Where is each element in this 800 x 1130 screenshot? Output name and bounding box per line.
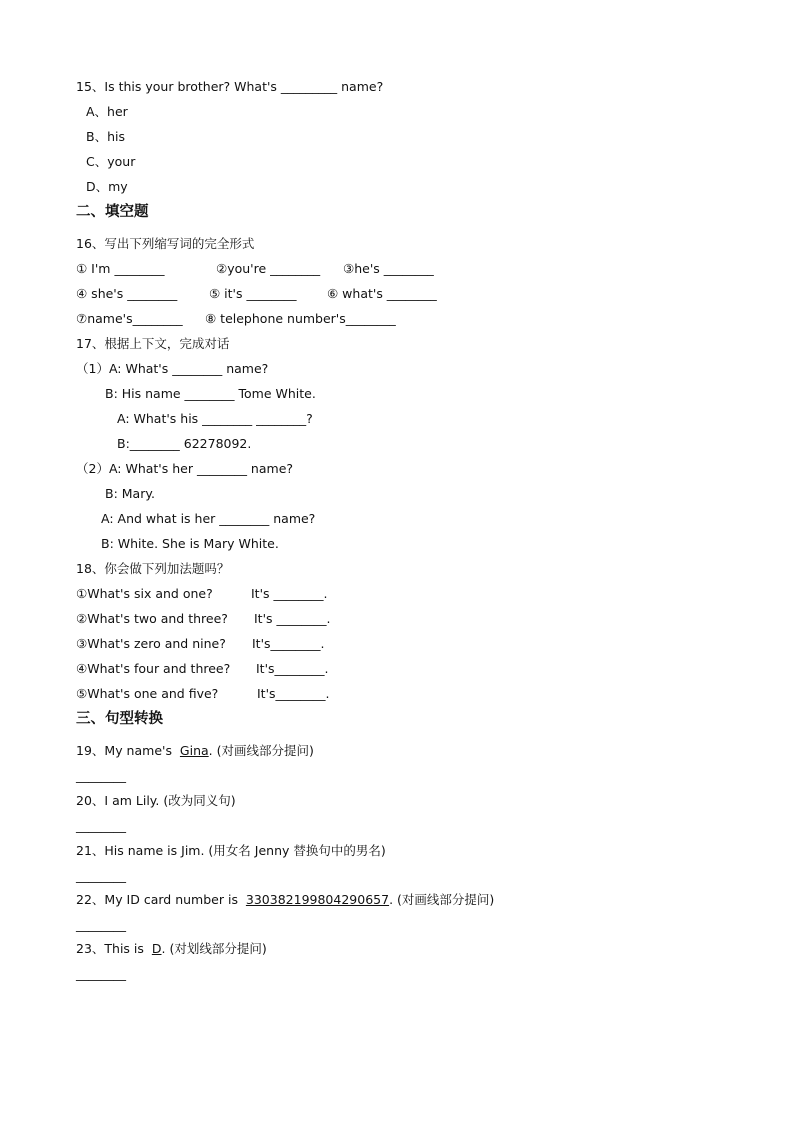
q23-instruction: . (对划线部分提问) [161,941,267,956]
q19-instruction: . (对画线部分提问) [208,743,314,758]
q18-item-answer: It's ________. [254,611,331,626]
section2-title: 二、填空题 [76,204,149,220]
q16-stem: 16、写出下列缩写词的完全形式 [76,236,255,251]
q18-stem: 18、你会做下列加法题吗？ [76,561,230,576]
q16-item-2: ②you're ________ [216,261,321,276]
q19-underlined: Gina [179,743,209,758]
q15-option-b: B、his [86,129,125,144]
q18-item-answer: It's________. [257,686,330,701]
q18-item-answer: It's________. [256,661,329,676]
q21-text: 21、His name is Jim. (用女名 Jenny 替换句中的男名) [76,843,386,858]
q16-item-6: ⑥ what's ________ [327,286,437,301]
q16-item-7: ⑦name's________ [76,311,183,326]
q20-text: 20、I am Lily. (改为同义句) [76,793,236,808]
q23-underlined: D [151,941,162,956]
q18-item-question: ②What's two and three? [76,611,228,626]
q17-dialog2-line4: B: White. She is Mary White. [101,536,279,551]
q18-item-question: ⑤What's one and five? [76,686,219,701]
section3-title: 三、句型转换 [76,711,163,727]
q17-dialog1-line4: B:________ 62278092. [117,436,252,451]
q23-text [76,941,267,957]
q20-answer-blank: ________ [76,818,126,833]
q19-prefix: 19、My name's [76,743,180,758]
q18-item-question: ①What's six and one? [76,586,213,601]
q15-option-c: C、your [86,154,136,169]
q17-dialog1-line2: B: His name ________ Tome White. [105,386,316,401]
q16-item-8: ⑧ telephone number's________ [205,311,396,326]
q15-stem: 15、Is this your brother? What's _________ name? [76,79,384,94]
q16-item-1: ① I'm ________ [76,261,165,276]
q18-item-question: ③What's zero and nine? [76,636,226,651]
q23-answer-blank: ________ [76,966,126,981]
q19-text [76,743,314,759]
q18-item-question: ④What's four and three? [76,661,231,676]
q22-text [76,892,494,908]
q18-item-answer: It's________. [252,636,325,651]
q17-dialog1-line1: （1）A: What's ________ name? [76,361,269,376]
q21-answer-blank: ________ [76,868,126,883]
q22-instruction: . (对画线部分提问) [389,892,495,907]
q22-underlined: 330382199804290657 [245,892,390,907]
q15-option-d: D、my [86,179,128,194]
q19-answer-blank: ________ [76,768,126,783]
q16-item-5: ⑤ it's ________ [209,286,297,301]
q15-option-a: A、her [86,104,128,119]
q17-dialog2-line3: A: And what is her ________ name? [101,511,316,526]
q22-prefix: 22、My ID card number is [76,892,246,907]
q16-item-3: ③he's ________ [343,261,434,276]
q22-answer-blank: ________ [76,917,126,932]
q17-dialog1-line3: A: What's his ________ ________? [117,411,313,426]
q17-dialog2-line2: B: Mary. [105,486,155,501]
q17-dialog2-line1: （2）A: What's her ________ name? [76,461,294,476]
q23-prefix: 23、This is [76,941,152,956]
q18-item-answer: It's ________. [251,586,328,601]
q16-item-4: ④ she's ________ [76,286,178,301]
q17-stem: 17、根据上下文，完成对话 [76,336,230,351]
